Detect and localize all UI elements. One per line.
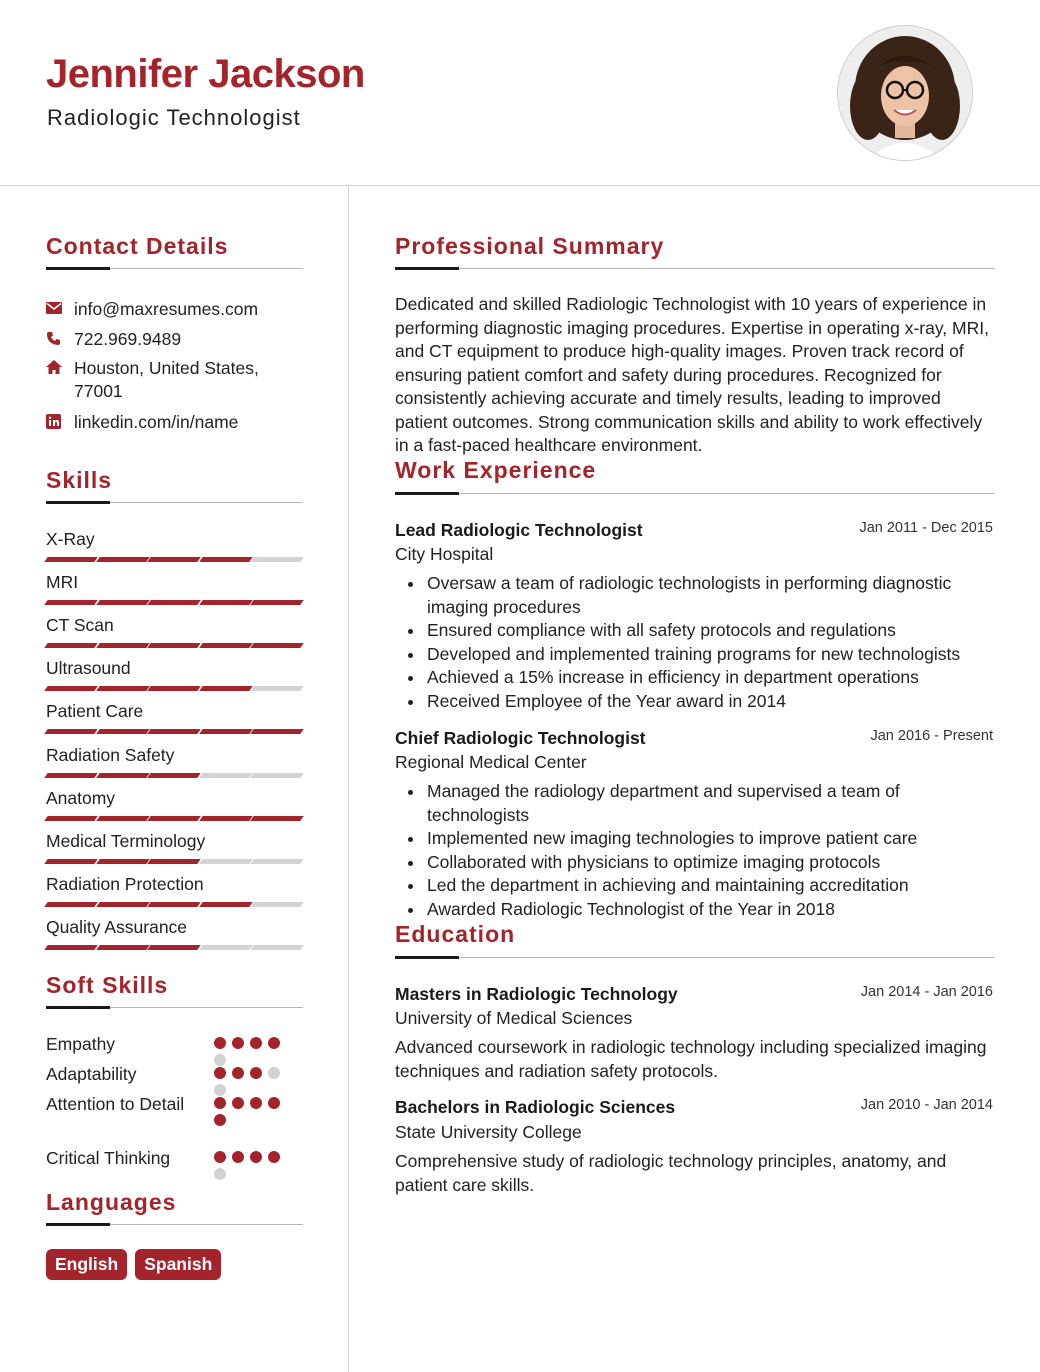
education-dates: Jan 2010 - Jan 2014 xyxy=(860,1097,993,1113)
skill-level-segment xyxy=(251,859,304,864)
skill-level-segment xyxy=(44,643,97,648)
skill-level-segment xyxy=(96,902,149,907)
skill-level-bar xyxy=(46,816,302,822)
job-company: City Hospital xyxy=(395,544,494,564)
job-company: Regional Medical Center xyxy=(395,752,587,772)
languages-section-rule xyxy=(46,1224,303,1225)
skill-level-segment xyxy=(147,729,200,734)
skill-level-segment xyxy=(147,945,200,950)
summary-section-title: Professional Summary xyxy=(395,233,665,259)
skill-level-segment xyxy=(147,686,200,691)
skill-level-segment xyxy=(44,859,97,864)
soft-skill-rating xyxy=(214,1097,294,1126)
summary-text: Dedicated and skilled Radiologic Technologist with 10 years of experience in performing diagnostic imaging procedures. Expertise in operating x-ray, MRI, and CT equipment to produce high-quality images. Proven track record of ensuring patient comfort and safety during procedures. Recognized for consistently achieving accurate and timely results, leading to improved patient outcomes. Strong communication skills and ability to work effectively in a fast-paced healthcare environment. xyxy=(395,294,989,455)
job-dates: Jan 2011 - Dec 2015 xyxy=(859,520,993,536)
skill-name: Ultrasound xyxy=(46,658,131,678)
job-bullet: Awarded Radiologic Technologist of the Year in 2018 xyxy=(427,898,995,922)
contact-linkedin-text[interactable]: linkedin.com/in/name xyxy=(74,412,239,432)
skills-section-title: Skills xyxy=(46,467,113,493)
soft-skill-name: Adaptability xyxy=(46,1064,137,1084)
skill-name: X-Ray xyxy=(46,529,95,549)
home-icon xyxy=(46,357,74,377)
skill-level-segment xyxy=(44,945,97,950)
skill-level-segment xyxy=(251,773,304,778)
linkedin-icon xyxy=(46,411,74,431)
soft-skill-rating-dot xyxy=(250,1097,262,1109)
skill-level-segment xyxy=(44,600,97,605)
education-dates: Jan 2014 - Jan 2016 xyxy=(860,984,993,1000)
job-bullet: Led the department in achieving and maintaining accreditation xyxy=(427,874,995,898)
skill-level-segment xyxy=(199,773,252,778)
language-badge: English xyxy=(46,1249,127,1280)
soft-skill-rating-dot xyxy=(232,1097,244,1109)
profile-photo xyxy=(837,25,973,161)
skills-section-rule xyxy=(46,502,303,503)
soft-skill-rating-dot xyxy=(232,1151,244,1163)
job-bullet: Received Employee of the Year award in 2014 xyxy=(427,690,995,714)
experience-section-rule xyxy=(395,493,995,494)
skill-level-bar xyxy=(46,643,302,649)
soft-skill-rating xyxy=(214,1151,294,1180)
soft-skill-rating-dot xyxy=(214,1097,226,1109)
skill-level-segment xyxy=(199,816,252,821)
soft-skill-rating-dot xyxy=(232,1067,244,1079)
contact-location xyxy=(46,357,286,403)
profile-photo-illustration xyxy=(838,26,972,160)
skill-level-bar xyxy=(46,557,302,563)
skill-level-bar xyxy=(46,600,302,606)
skill-level-segment xyxy=(199,557,252,562)
job-bullet: Developed and implemented training programs for new technologists xyxy=(427,643,995,667)
languages-list xyxy=(46,1249,221,1280)
soft-skill-rating-dot xyxy=(214,1168,226,1180)
skill-level-segment xyxy=(199,945,252,950)
job-bullets xyxy=(395,572,995,713)
education-school: State University College xyxy=(395,1122,582,1142)
skill-level-bar xyxy=(46,945,302,951)
skill-level-segment xyxy=(96,557,149,562)
job-dates: Jan 2016 - Present xyxy=(870,728,993,744)
soft-skill-rating-dot xyxy=(250,1151,262,1163)
skill-level-segment xyxy=(96,945,149,950)
skill-level-segment xyxy=(96,643,149,648)
resume-header xyxy=(0,0,1040,186)
skill-level-segment xyxy=(199,600,252,605)
skill-level-segment xyxy=(96,773,149,778)
skill-level-bar xyxy=(46,686,302,692)
skill-level-segment xyxy=(199,643,252,648)
soft-skill-rating xyxy=(214,1037,294,1066)
soft-skill-rating xyxy=(214,1067,294,1096)
education-section-title: Education xyxy=(395,921,516,947)
education-description: Advanced coursework in radiologic technology including specialized imaging techniques and radiation safety protocols. xyxy=(395,1037,987,1081)
skill-name: Quality Assurance xyxy=(46,917,188,937)
skill-level-segment xyxy=(147,643,200,648)
soft-skill-name: Empathy xyxy=(46,1034,116,1054)
soft-skill-rating-dot xyxy=(250,1067,262,1079)
skill-level-segment xyxy=(199,729,252,734)
education-degree: Masters in Radiologic Technology xyxy=(395,984,678,1004)
skill-level-segment xyxy=(251,816,304,821)
skill-level-segment xyxy=(44,773,97,778)
contact-section-rule xyxy=(46,268,303,269)
contact-location-text: Houston, United States, 77001 xyxy=(74,358,259,401)
contact-phone xyxy=(46,328,181,351)
skill-level-segment xyxy=(251,902,304,907)
contact-phone-text[interactable]: 722.969.9489 xyxy=(74,329,182,349)
education-description: Comprehensive study of radiologic technology principles, anatomy, and patient care skills. xyxy=(395,1151,947,1195)
skill-level-segment xyxy=(44,902,97,907)
column-divider xyxy=(348,186,349,1372)
skill-level-segment xyxy=(96,816,149,821)
skill-level-segment xyxy=(96,600,149,605)
soft-skill-rating-dot xyxy=(214,1151,226,1163)
experience-section-title: Work Experience xyxy=(395,457,597,483)
skill-level-bar xyxy=(46,902,302,908)
skill-level-segment xyxy=(251,945,304,950)
soft-skill-rating-dot xyxy=(268,1151,280,1163)
language-badge: Spanish xyxy=(135,1249,221,1280)
skill-name: CT Scan xyxy=(46,615,114,635)
skill-level-bar xyxy=(46,859,302,865)
education-school: University of Medical Sciences xyxy=(395,1008,633,1028)
skill-level-segment xyxy=(44,729,97,734)
skill-name: Radiation Protection xyxy=(46,874,204,894)
soft-skill-rating-dot xyxy=(214,1037,226,1049)
soft-skill-rating-dot xyxy=(268,1067,280,1079)
soft-skills-section-rule xyxy=(46,1007,303,1008)
job-bullet: Ensured compliance with all safety protocols and regulations xyxy=(427,619,995,643)
phone-icon xyxy=(46,328,74,348)
skill-level-bar xyxy=(46,729,302,735)
skill-level-segment xyxy=(147,773,200,778)
skill-level-segment xyxy=(44,816,97,821)
soft-skill-rating-dot xyxy=(214,1084,226,1096)
job-role: Chief Radiologic Technologist xyxy=(395,728,646,748)
skill-level-segment xyxy=(147,859,200,864)
job-bullet: Managed the radiology department and supervised a team of technologists xyxy=(427,780,995,827)
skill-level-segment xyxy=(147,557,200,562)
education-degree: Bachelors in Radiologic Sciences xyxy=(395,1097,676,1117)
skill-level-segment xyxy=(147,902,200,907)
job-role: Lead Radiologic Technologist xyxy=(395,520,643,540)
job-bullets xyxy=(395,780,995,921)
education-section-rule xyxy=(395,957,995,958)
soft-skill-rating-dot xyxy=(214,1114,226,1126)
job-bullet: Oversaw a team of radiologic technologists in performing diagnostic imaging procedures xyxy=(427,572,995,619)
skill-level-bar xyxy=(46,773,302,779)
skill-level-segment xyxy=(44,686,97,691)
summary-section-rule xyxy=(395,268,995,269)
skill-level-segment xyxy=(44,557,97,562)
soft-skill-rating-dot xyxy=(214,1067,226,1079)
contact-linkedin xyxy=(46,411,238,434)
skill-level-segment xyxy=(199,859,252,864)
soft-skill-rating-dot xyxy=(214,1054,226,1066)
skill-level-segment xyxy=(96,859,149,864)
skill-name: MRI xyxy=(46,572,79,592)
skill-level-segment xyxy=(147,816,200,821)
skill-level-segment xyxy=(96,729,149,734)
soft-skill-rating-dot xyxy=(232,1037,244,1049)
soft-skill-name: Attention to Detail xyxy=(46,1094,185,1114)
skill-level-segment xyxy=(251,729,304,734)
job-bullet: Implemented new imaging technologies to improve patient care xyxy=(427,827,995,851)
skill-level-segment xyxy=(147,600,200,605)
candidate-name: Jennifer Jackson xyxy=(46,52,365,96)
skill-level-segment xyxy=(251,686,304,691)
envelope-icon xyxy=(46,298,74,318)
languages-section-title: Languages xyxy=(46,1189,177,1215)
skill-level-segment xyxy=(251,557,304,562)
skill-level-segment xyxy=(251,643,304,648)
skill-name: Radiation Safety xyxy=(46,745,175,765)
contact-section-title: Contact Details xyxy=(46,233,229,259)
skill-name: Anatomy xyxy=(46,788,116,808)
skill-level-segment xyxy=(251,600,304,605)
soft-skill-rating-dot xyxy=(268,1097,280,1109)
job-bullet: Achieved a 15% increase in efficiency in department operations xyxy=(427,666,995,690)
job-bullet: Collaborated with physicians to optimize imaging protocols xyxy=(427,851,995,875)
candidate-title: Radiologic Technologist xyxy=(47,105,301,130)
soft-skill-name: Critical Thinking xyxy=(46,1148,171,1168)
skill-level-segment xyxy=(199,902,252,907)
skill-name: Medical Terminology xyxy=(46,831,206,851)
skill-level-segment xyxy=(96,686,149,691)
skill-level-segment xyxy=(199,686,252,691)
skill-name: Patient Care xyxy=(46,701,144,721)
soft-skills-section-title: Soft Skills xyxy=(46,972,169,998)
soft-skill-rating-dot xyxy=(250,1037,262,1049)
soft-skill-rating-dot xyxy=(268,1037,280,1049)
contact-email xyxy=(46,298,258,321)
contact-email-text[interactable]: info@maxresumes.com xyxy=(74,299,259,319)
